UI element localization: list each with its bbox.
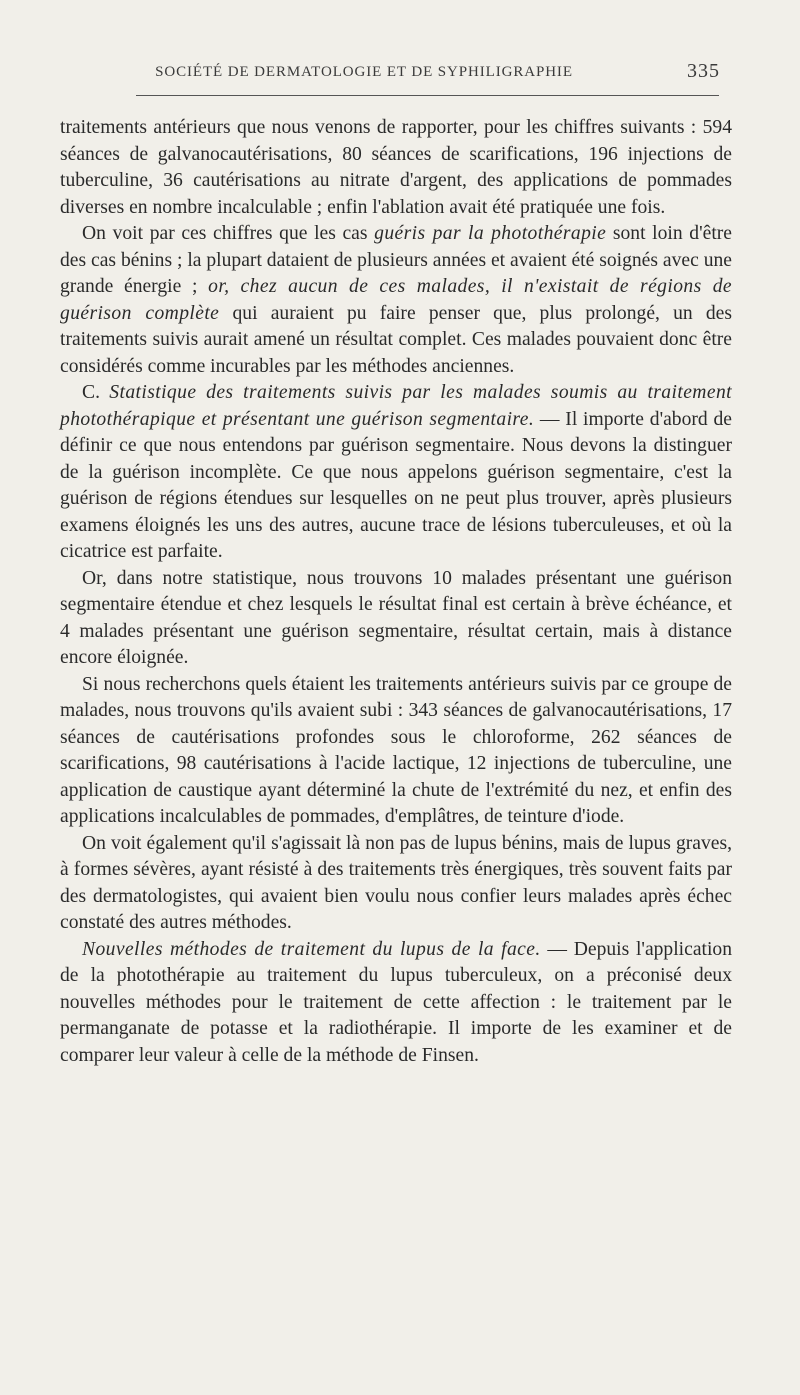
paragraph-1 [60, 115, 732, 221]
paragraph-2-italic-b: or, chez aucun de ces malades, il n'existait de régions de guérison complète [60, 276, 733, 324]
running-head [88, 60, 720, 90]
paragraph-3-heading-italic: Statistique des traitements suivis par les malades soumis au traitement photothérapique et présentant une guérison segmentaire. [60, 382, 732, 430]
paragraph-6 [60, 831, 732, 937]
paragraph-4 [60, 566, 732, 672]
paragraph-7-text: — Depuis l'application de la photothérapie au traitement du lupus tuberculeux, on a préconisé deux nouvelles méthodes pour le traitement de cette affection : le traitement par le permanganate de potasse et la radiothérapie. Il importe de les examiner et de comparer leur valeur à celle de la méthode de Finsen. [60, 938, 732, 1066]
paragraph-5-text: Si nous recherchons quels étaient les traitements antérieurs suivis par ce groupe de malades, nous trouvons qu'ils avaient subi : 343 séances de galvanocautérisations, 17 séances de cautérisations profondes sous le chloroforme, 262 séances de scarifications, 98 cautérisations à l'acide lactique, 12 injections de tuberculine, une application de caustique ayant déterminé la chute de l'extrémité du nez, et enfin des applications incalculables de pommades, d'emplâtres, de teinture d'iode. [60, 673, 732, 827]
paragraph-6-text: On voit également qu'il s'agissait là non pas de lupus bénins, mais de lupus graves, à formes sévères, ayant résisté à des traitements très énergiques, très souvent faits par des dermatologistes, qui avaient bien voulu nous confier leurs malades après échec constaté des autres méthodes. [60, 832, 732, 933]
paragraph-3 [60, 380, 732, 566]
body-text [60, 115, 732, 1069]
paragraph-2-text-a: On voit par ces chiffres que les cas [82, 223, 375, 244]
paragraph-1-text: traitements antérieurs que nous venons de rapporter, pour les chiffres suivants : 594 séances de galvanocautérisations, 80 séances de scarifications, 196 injections de tuberculine, 36 cautérisations au nitrate d'argent, des applications de pommades diverses en nombre incalculable ; enfin l'ablation avait été pratiquée une fois. [60, 117, 732, 218]
paragraph-3-text-b: — Il importe d'abord de définir ce que nous entendons par guérison segmentaire. Nous devons la distinguer de la guérison incomplète. Ce que nous appelons guérison segmentaire, c'est la guérison de régions étendues sur lesquelles on ne peut plus trouver, après plusieurs examens éloignés les uns des autres, aucune trace de lésions tuberculeuses, et où la cicatrice est parfaite. [60, 408, 732, 562]
header-rule [136, 95, 719, 96]
paragraph-2 [60, 221, 732, 380]
paragraph-3-text-a: C. [82, 382, 110, 403]
page-number: 335 [687, 60, 720, 82]
paragraph-4-text: Or, dans notre statistique, nous trouvons 10 malades présentant une guérison segmentaire étendue et chez lesquels le résultat final est certain à brève échéance, et 4 malades présentant une guérison segmentaire, résultat certain, mais à distance encore éloignée. [60, 567, 732, 668]
paragraph-7 [60, 937, 732, 1070]
paragraph-2-text-b: sont loin d'être des cas bénins ; la plupart dataient de plusieurs années et avaient été soignés avec une grande énergie ; [60, 223, 732, 297]
paragraph-2-text-c: qui auraient pu faire penser que, plus prolongé, un des traitements suivis aurait amené un résultat complet. Ces malades pouvaient donc être considérés comme incurables par les méthodes anciennes. [60, 302, 732, 377]
paragraph-2-italic-a: guéris par la photothérapie [374, 223, 607, 244]
running-title: SOCIÉTÉ DE DERMATOLOGIE ET DE SYPHILIGRAPHIE [155, 64, 573, 80]
paragraph-7-heading-italic: Nouvelles méthodes de traitement du lupus de la face. [82, 938, 541, 960]
paragraph-5 [60, 672, 732, 831]
